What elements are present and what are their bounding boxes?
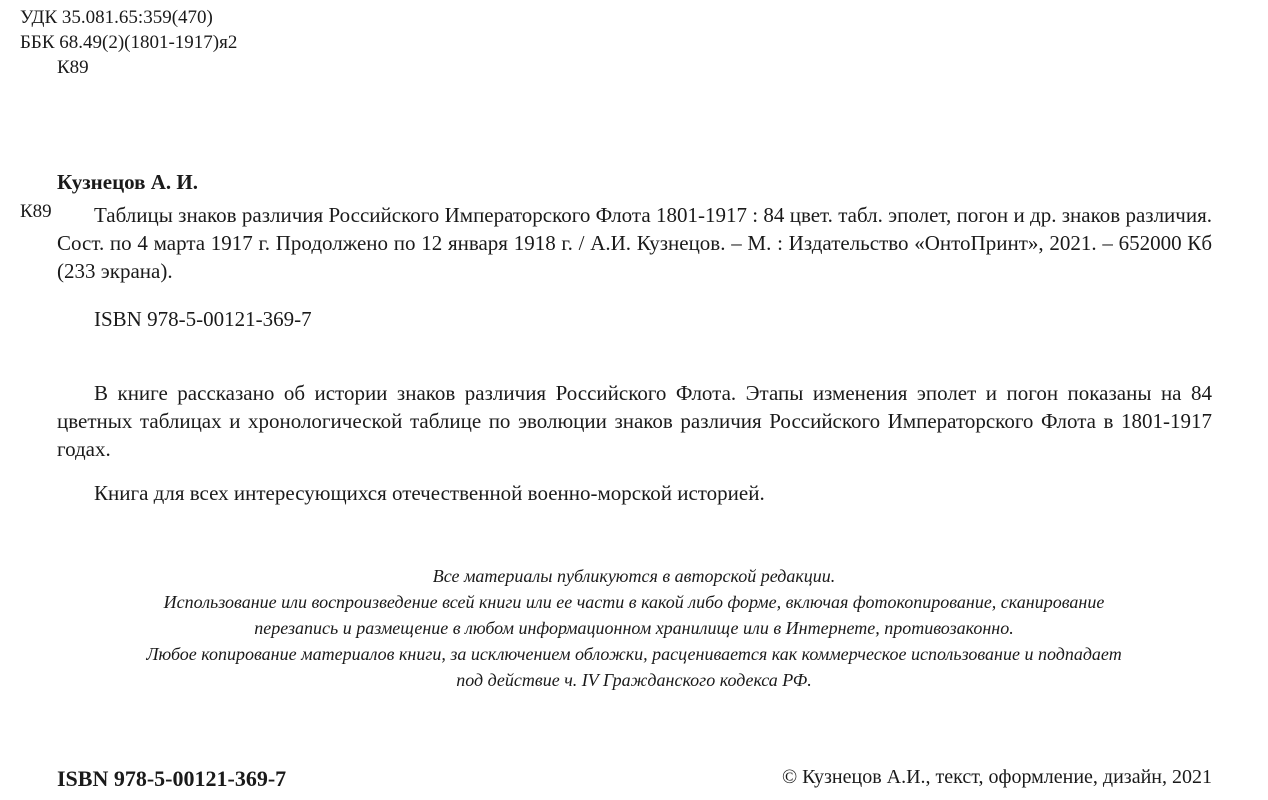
cutter-code: К89 bbox=[57, 57, 89, 78]
annotation-paragraph: В книге рассказано об истории знаков различия Российского Флота. Этапы изменения эполет и погон показаны на 84 цветных таблицах и хронологической таблице по эволюции знаков различия Российского Императорского Флота в 1801-1917 годах. bbox=[57, 381, 1212, 461]
legal-notice bbox=[0, 563, 1268, 693]
cutter-margin: К89 bbox=[20, 201, 52, 222]
bibliographic-description: Таблицы знаков различия Российского Императорского Флота 1801-1917 : 84 цвет. табл. эполет, погон и др. знаков различия. Сост. по 4 марта 1917 г. Продолжено по 12 января 1918 г. / А.И. Кузнецов. – М. : Издательство «ОнтоПринт», 2021. – 652000 Кб (233 экрана). bbox=[57, 203, 1212, 283]
notice-line: Все материалы публикуются в авторской редакции. bbox=[432, 566, 836, 586]
notice-line: под действие ч. IV Гражданского кодекса РФ. bbox=[456, 670, 812, 690]
notice-line: Любое копирование материалов книги, за исключением обложки, расценивается как коммерческое использование и подпадает bbox=[146, 644, 1122, 664]
author-name: Кузнецов А. И. bbox=[57, 170, 198, 194]
record-isbn: ISBN 978-5-00121-369-7 bbox=[94, 307, 312, 331]
udk-code: УДК 35.081.65:359(470) bbox=[20, 7, 213, 28]
audience-paragraph: Книга для всех интересующихся отечественной военно-морской историей. bbox=[94, 481, 765, 505]
copyright-notice: © Кузнецов А.И., текст, оформление, дизайн, 2021 bbox=[781, 766, 1212, 788]
footer-isbn: ISBN 978-5-00121-369-7 bbox=[57, 766, 287, 791]
bbk-code: ББК 68.49(2)(1801-1917)я2 bbox=[20, 32, 238, 53]
notice-line: Использование или воспроизведение всей книги или ее части в какой либо форме, включая фотокопирование, сканирование bbox=[163, 592, 1105, 612]
notice-line: перезапись и размещение в любом информационном хранилище или в Интернете, противозаконно. bbox=[254, 618, 1014, 638]
